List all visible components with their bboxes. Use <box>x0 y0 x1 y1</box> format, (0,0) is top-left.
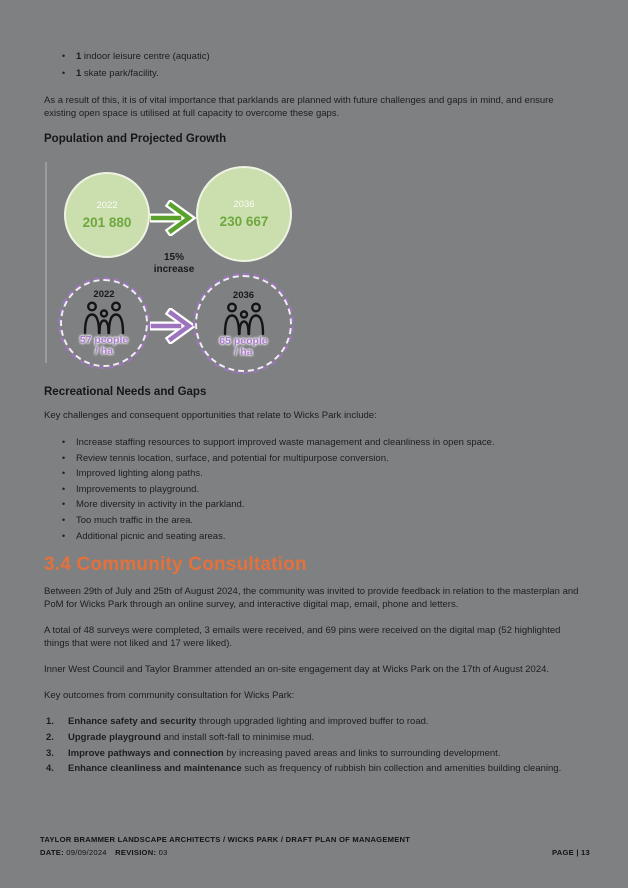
facility-bullet-list <box>44 48 585 82</box>
item-number: 1. <box>46 716 54 728</box>
revision-label: REVISION: <box>115 848 157 857</box>
consultation-paragraph: Inner West Council and Taylor Brammer attended an on-site engagement day at Wicks Park on the 17th of August 2024. <box>44 664 550 676</box>
item-bold: Upgrade playground <box>68 731 161 743</box>
list-item <box>46 747 585 760</box>
list-item: • Too much traffic in the area. <box>76 513 585 529</box>
needs-heading: Recreational Needs and Gaps <box>44 386 207 398</box>
year-label: 2022 <box>96 200 118 211</box>
density-2036-circle <box>195 275 292 372</box>
consultation-outcomes-list <box>44 715 585 775</box>
footer-date-revision <box>40 848 174 857</box>
date-value: 09/09/2024 <box>66 848 107 857</box>
density-value: 65 people <box>219 334 268 347</box>
population-2022-circle <box>64 172 150 258</box>
revision-value: 03 <box>158 848 168 857</box>
item-text: such as frequency of rubbish bin collection and amenities building cleaning. <box>241 763 562 775</box>
page-footer <box>40 835 590 857</box>
footer-title: TAYLOR BRAMMER LANDSCAPE ARCHITECTS / WICKS PARK / DRAFT PLAN OF MANAGEMENT <box>40 835 411 844</box>
needs-intro: Key challenges and consequent opportunities that relate to Wicks Park include: <box>44 410 377 421</box>
section-heading-community-consultation: 3.4 Community Consultation <box>44 554 307 576</box>
date-label: DATE: <box>40 848 64 857</box>
item-text: through upgraded lighting and improved buffer to road. <box>196 716 429 728</box>
list-item: • More diversity in activity in the parkland. <box>76 497 585 513</box>
list-item: • Improved lighting along paths. <box>76 466 585 482</box>
left-border-line <box>45 162 47 363</box>
growth-arrow-icon <box>150 200 198 236</box>
increase-word: increase <box>153 263 195 275</box>
page-number: PAGE | 13 <box>552 848 590 857</box>
dashed-ring <box>193 273 294 374</box>
bullet-text: skate park/facility. <box>81 68 159 79</box>
document-page <box>44 48 585 778</box>
population-value: 201 880 <box>82 215 132 230</box>
year-label: 2022 <box>93 289 115 300</box>
bullet-text: indoor leisure centre (aquatic) <box>81 51 210 62</box>
item-bold: Improve pathways and connection <box>68 747 224 759</box>
year-label: 2036 <box>233 199 255 210</box>
consultation-paragraph: Between 29th of July and 25th of August 2024, the community was invited to provide feedback in relation to the masterplan and PoM for Wicks Park through an online survey, and interactive digital map, email, phone and letters. <box>44 586 579 611</box>
item-text: by increasing paved areas and links to surrounding development. <box>223 747 501 759</box>
population-value: 230 667 <box>219 214 269 229</box>
list-item <box>46 731 585 744</box>
population-growth-infographic <box>44 156 585 380</box>
list-item: • Increase staffing resources to support improved waste management and cleanliness in open space. <box>76 435 585 451</box>
list-item <box>46 715 585 728</box>
density-2022-circle <box>60 279 148 367</box>
density-unit: / ha <box>94 345 114 357</box>
list-item: • Additional picnic and seating areas. <box>76 529 585 545</box>
increase-label <box>140 252 208 275</box>
increase-percent: 15% <box>163 252 184 263</box>
item-bold: Enhance cleanliness and maintenance <box>68 763 242 775</box>
list-item <box>76 48 585 65</box>
list-item <box>46 762 585 775</box>
needs-bullet-list <box>44 435 585 544</box>
list-item <box>76 65 585 82</box>
population-heading: Population and Projected Growth <box>44 133 227 145</box>
bullet-bold: 1 <box>76 68 82 79</box>
item-bold: Enhance safety and security <box>68 716 197 728</box>
bullet-bold: 1 <box>76 51 82 62</box>
population-2036-circle <box>196 166 292 262</box>
density-arrow-icon <box>150 308 198 344</box>
item-text: and install soft-fall to minimise mud. <box>160 731 315 743</box>
list-item: • Improvements to playground. <box>76 482 585 498</box>
density-unit: / ha <box>234 345 253 358</box>
year-label: 2036 <box>232 289 255 301</box>
item-number: 2. <box>46 731 54 743</box>
item-number: 4. <box>46 763 54 775</box>
list-item: • Review tennis location, surface, and potential for multipurpose conversion. <box>76 451 585 467</box>
consultation-paragraph: A total of 48 surveys were completed, 3 emails were received, and 69 pins were received on the digital map (52 highlighted things that were not liked and 17 were liked). <box>44 625 561 650</box>
consultation-paragraph: Key outcomes from community consultation for Wicks Park: <box>44 690 295 702</box>
intro-paragraph: As a result of this, it is of vital importance that parklands are planned with future challenges and gaps in mind, and ensure existing open space is utilised at full capacity to overcome these gaps. <box>44 95 554 119</box>
density-value: 57 people <box>79 334 129 346</box>
item-number: 3. <box>46 747 54 759</box>
